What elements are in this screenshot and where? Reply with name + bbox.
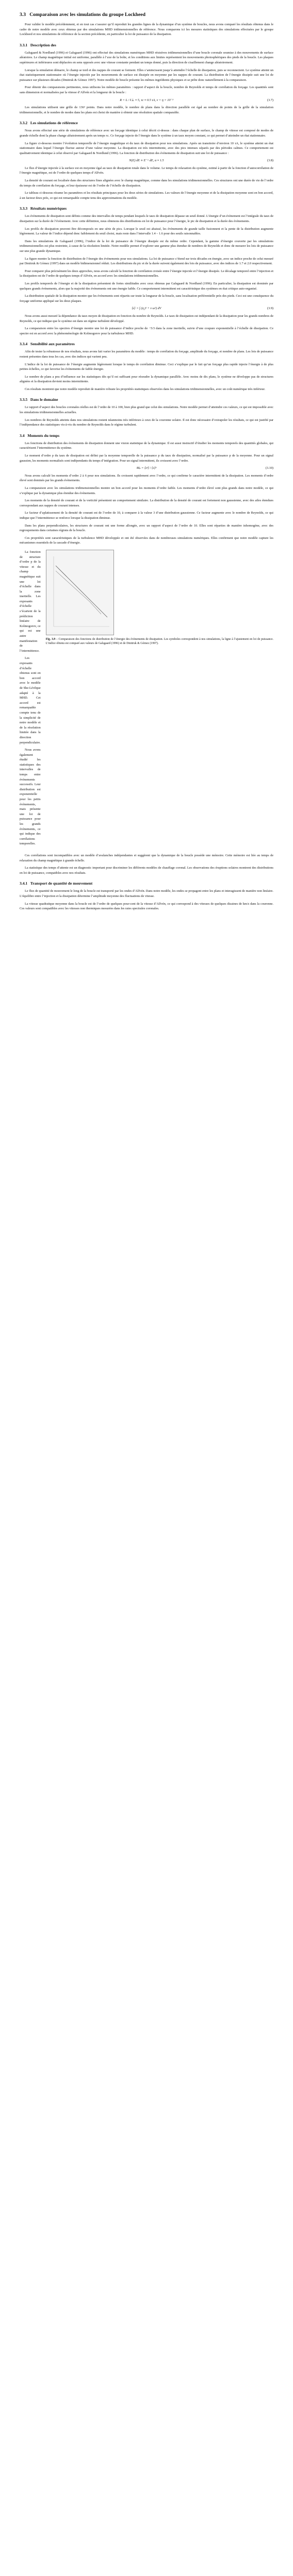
paragraph: Le nombre de plans a peu d’influence sur les statistiques dès qu’il est suffisant pour résoudre la dynamique parallèle. Avec moins de dix plans, le système ne développe pas de structures alignées et la dissipation devient moins intermittente. (20, 375, 273, 384)
subsection-number: 3.3.1 (20, 42, 28, 47)
figure-label: Fig. 3.9 (45, 637, 56, 641)
paragraph: Ces propriétés sont caractéristiques de la turbulence MHD développée et ont été observées dans de nombreuses simulations numériques. Elles confirment que notre modèle capture les mécanismes essentiels de la cascade d’énergie. (20, 536, 273, 545)
paragraph: Pour comparer plus précisément les deux approches, nous avons calculé la fonction de corrélation croisée entre l’énergie injectée et l’énergie dissipée. Le décalage temporel entre l’injection et la dissipation est de l’ordre de quelques temps d’Alfvén, en accord avec les simulations tridimensionnelles. (20, 269, 273, 278)
subsection-heading-7 (20, 880, 273, 886)
subsection-title: Résultats numériques (30, 206, 67, 211)
paragraph: La comparaison avec les simulations tridimensionnelles montre un bon accord pour les moments d’ordre faible. Les moments d’ordre élevé sont plus grands dans notre modèle, ce qui s’explique par la dynamique plus étendue des évènements. (20, 486, 273, 495)
subsection-title: Dans le domaine (30, 397, 58, 402)
equation (20, 98, 273, 103)
subsection-heading-3 (20, 206, 273, 211)
paragraph: La fonction de structure d’ordre p de la vitesse et du champ magnétique suit une loi d’échelle dans la zone inertielle. Les exposants d’échelle s’écartent de la prédiction linéaire de Kolmogorov, ce qui est une autre manifestation de l’intermittence. (20, 550, 41, 653)
paragraph: Les simulations utilisent une grille de 136³ points. Dans notre modèle, le nombre de plans dans la direction parallèle est égal au nombre de points de la grille de la simulation tridimensionnelle, et le nombre de modes dans les plans est choisi de manière à obtenir une résolution spatiale comparable. (20, 106, 273, 114)
equation (20, 466, 273, 471)
paragraph: Les nombres de Reynolds atteints dans nos simulations restent néanmoins très inférieurs à ceux de la couronne solaire. Il est donc nécessaire d’extrapoler les résultats, ce qui est justifié par l’indépendance des statistiques vis-à-vis du nombre de Reynolds dans le régime turbulent. (20, 418, 273, 427)
subsection-number: 3.4 (20, 433, 25, 438)
paragraph: Dans les simulations de Galsgaard (1996), l’indice de la loi de puissance de l’énergie dissipée est du même ordre. Cependant, la gamme d’énergie couverte par les simulations tridimensionnelles est plus restreinte, à cause de la résolution limitée. Notre modèle permet d’explorer une gamme plus étendue de nombres de Reynolds et donc de mesurer les lois de puissance sur une plus grande dynamique. (20, 239, 273, 253)
subsection-number: 3.3.2 (20, 121, 28, 126)
figure-image (46, 550, 114, 635)
paragraph: La vitesse quadratique moyenne dans la boucle est de l’ordre de quelques pour-cent de la vitesse d’Alfvén, ce qui correspond à des vitesses de quelques dizaines de km/s dans la couronne. Ces valeurs sont compatibles avec les vitesses non thermiques mesurées dans les raies spectrales coronales. (20, 902, 273, 911)
paragraph: La figure ci-dessous montre l’évolution temporelle de l’énergie magnétique et du taux de dissipation pour nos simulations. Après un transitoire d’environ 10 τA, le système atteint un état stationnaire dans lequel l’énergie fluctue autour d’une valeur moyenne. La dissipation est très intermittente, avec des pics intenses séparés par des périodes calmes. Ce comportement est qualitativement identique à celui observé par Galsgaard & Nordlund (1996). La fonction de distribution des évènements de dissipation suit une loi de puissance : (20, 141, 273, 155)
paragraph: Pour obtenir des comparaisons pertinentes, nous utilisons les mêmes paramètres : rapport d’aspect de la boucle, nombre de Reynolds et temps de corrélation du forçage. Les quantités sont sans dimension et normalisées par la vitesse d’Alfvén et la longueur de la boucle : (20, 86, 273, 94)
equation (20, 158, 273, 163)
section-title: Comparaison avec les simulations du groupe Lockheed (29, 12, 145, 18)
paragraph: Les évènements de dissipation sont définis comme des intervalles de temps pendant lesquels le taux de dissipation dépasse un seuil donné. L’énergie d’un évènement est l’intégrale du taux de dissipation sur la durée de l’évènement. Avec cette définition, nous obtenons des distributions en loi de puissance pour l’énergie, le pic de dissipation et la durée des évènements. (20, 214, 273, 224)
paragraph: Galsgaard & Nordlund (1996) et Galsgaard (1996) ont effectué des simulations numériques MHD résistives tridimensionnelles d’une boucle coronale soumise à des mouvements de surface aléatoires. Le champ magnétique initial est uniforme, parallèle à l’axe de la boîte, et les conditions aux limites représentent les mouvements photosphériques des pieds de la boucle. Les plaques supérieures et inférieures sont déplacées en sens opposés avec une vitesse constante pendant un temps donné, puis la direction de cisaillement change aléatoirement. (20, 50, 273, 64)
equation-number: (3.8) (267, 159, 273, 163)
subsection-number: 3.3.3 (20, 206, 28, 211)
paragraph: La densité de courant est localisée dans des structures fines alignées avec le champ magnétique, comme dans les simulations tridimensionnelles. Ces structures ont une durée de vie de l’ordre du temps de corrélation du forçage, et leur épaisseur est de l’ordre de l’échelle de dissipation. (20, 179, 273, 188)
figure-graphic (46, 550, 113, 633)
equation-body: R = L / ℓ⊥ ≈ 5, τc ≈ 0.5 τA, ν = η = 10⁻³ (120, 98, 173, 102)
subsection-number: 3.3.4 (20, 342, 28, 347)
subsection-heading-4 (20, 341, 273, 347)
subsection-number: 3.4.1 (20, 881, 28, 886)
figure-side-text (20, 550, 41, 849)
paragraph: Afin de tester la robustesse de nos résultats, nous avons fait varier les paramètres du modèle : temps de corrélation du forçage, amplitude du forçage, et nombre de plans. Les lois de puissance restent présentes dans tous les cas, avec des indices qui varient peu. (20, 350, 273, 359)
subsection-title: Transport de quantité de mouvement (30, 881, 93, 886)
paragraph: Les moments de la densité de courant et de la vorticité présentent un comportement similaire. La distribution de la densité de courant est fortement non gaussienne, avec des ailes étendues correspondant aux nappes de courant intenses. (20, 499, 273, 507)
paragraph: Le tableau ci-dessous résume les paramètres et les résultats principaux pour les deux séries de simulations. Les valeurs de l’énergie moyenne et de la dissipation moyenne sont en bon accord, à un facteur deux près, ce qui est remarquable compte tenu des approximations du modèle. (20, 191, 273, 200)
subsection-title: Les simulations de référence (30, 121, 78, 126)
paragraph: La comparaison entre les spectres d’énergie montre une loi de puissance d’indice proche de −5/3 dans la zone inertielle, suivie d’une coupure exponentielle à l’échelle de dissipation. Ce spectre est en accord avec la phénoménologie de Kolmogorov pour la turbulence MHD. (20, 327, 273, 335)
figure-background (46, 550, 113, 633)
equation-number: (3.7) (267, 98, 273, 102)
subsection-heading-1 (20, 42, 273, 48)
subsection-title: Sensibilité aux paramètres (30, 342, 75, 347)
figure-caption (46, 637, 273, 646)
paragraph: La figure montre la fonction de distribution de l’énergie des évènements pour nos simulations. La loi de puissance s’étend sur trois décades en énergie, avec un indice proche de celui mesuré par Dmitruk & Gómez (1997) dans un modèle bidimensionnel réduit. Les distributions du pic et de la durée suivent également des lois de puissance, avec des indices de 1.7 et 2.0 respectivement. (20, 257, 273, 266)
paragraph: Nous avons également étudié les statistiques des intervalles de temps entre évènements successifs. Leur distribution est exponentielle pour les petits évènements, mais présente une loi de puissance pour les grands évènements, ce qui indique des corrélations temporelles. (20, 748, 41, 846)
paragraph: Ces corrélations sont incompatibles avec un modèle d’avalanches indépendantes et suggèrent que la dynamique de la boucle possède une mémoire. Cette mémoire est liée au temps de relaxation du champ magnétique à grande échelle. (20, 853, 273, 862)
figure-caption-text: – Comparaison des fonctions de distribution de l’énergie des évènements de dissipation. Les symboles correspondent à nos simulations, la ligne à l’ajustement en loi de puissance. L’indice obtenu est comparé aux valeurs de Galsgaard (1996) et de Dmitruk & Gómez (1997). (45, 637, 274, 646)
subsection-heading-5 (20, 397, 273, 402)
section-number: 3.3 (20, 12, 26, 18)
equation-number: (3.9) (267, 307, 273, 311)
paragraph: Nous avons calculé les moments d’ordre 2 à 6 pour nos simulations. Ils croissent rapidement avec l’ordre, ce qui confirme le caractère intermittent de la dissipation. Les moments d’ordre élevé sont dominés par les grands évènements. (20, 473, 273, 483)
figure-block (20, 550, 273, 849)
subsection-title: Moments du temps (27, 433, 60, 438)
equation-body: ⟨ε⟩ = ∫ (η j² + ν ω²) dV (132, 307, 161, 311)
paragraph: Lorsque la simulation démarre, le champ se tord et des nappes de courant se forment. Elles s’amincissent jusqu’à atteindre l’échelle de dissipation, puis se reconnectent. Le système atteint un état statistiquement stationnaire où l’énergie injectée par les mouvements de surface est dissipée en moyenne par les nappes de courant. La distribution de l’énergie dissipée suit une loi de puissance sur plusieurs décades (Dmitruk & Gómez 1997). Notre modèle de boucle présente les mêmes ingrédients physiques et se prête donc naturellement à la comparaison. (20, 68, 273, 82)
subsection-heading-6 (20, 433, 273, 438)
paragraph: Nous avons aussi mesuré la dépendance du taux moyen de dissipation en fonction du nombre de Reynolds. Le taux de dissipation est indépendant de la dissipation pour les grands nombres de Reynolds, ce qui indique que le système est dans un régime turbulent développé. (20, 314, 273, 323)
figure (46, 550, 273, 646)
paragraph: Dans les plans perpendiculaires, les structures de courant ont une forme allongée, avec un rapport d’aspect de l’ordre de 10. Elles sont réparties de manière inhomogène, avec des regroupements dans certaines régions de la boucle. (20, 523, 273, 533)
subsection-heading-2 (20, 120, 273, 126)
paragraph: Les profils temporels de l’énergie et de la dissipation présentent de fortes similitudes avec ceux obtenus par Galsgaard & Nordlund (1996). En particulier, la dissipation est dominée par quelques grands évènements, alors que la majorité des évènements ont une énergie faible. Ce comportement intermittent est caractéristique des systèmes en état critique auto-organisé. (20, 281, 273, 291)
paragraph-intro: Pour valider le modèle précédemment, et en tout cas s’assurer qu’il reproduit les grandes lignes de la dynamique d’un système de boucles, nous avons comparé les résultats obtenus dans le cadre de notre modèle avec ceux obtenus par des simulations MHD tridimensionnelles de référence. Nous comparons ici les mesures statistiques des simulations effectuées par le groupe Lockheed et nos simulations de référence de la section précédente, en particulier la loi de puissance de la dissipation. (20, 23, 273, 37)
paragraph: Le rapport d’aspect des boucles coronales réelles est de l’ordre de 10 à 100, bien plus grand que celui des simulations. Notre modèle permet d’atteindre ces valeurs, ce qui est impossible avec les simulations tridimensionnelles actuelles. (20, 405, 273, 415)
paragraph: Le moment d’ordre p du taux de dissipation est défini par la moyenne temporelle de la puissance p du taux de dissipation, normalisé par la puissance p de la moyenne. Pour un signal gaussien, les moments normalisés sont indépendants du temps d’intégration. Pour un signal intermittent, ils croissent avec l’ordre. (20, 454, 273, 463)
equation (20, 306, 273, 311)
paragraph: L’indice de la loi de puissance de l’énergie augmente légèrement lorsque le temps de corrélation diminue. Ceci s’explique par le fait qu’un forçage plus rapide injecte l’énergie à de plus petites échelles, ce qui favorise les évènements de faible énergie. (20, 362, 273, 371)
equation-number: (3.10) (265, 466, 273, 470)
paragraph: Le flux d’énergie injectée à la surface est en moyenne égal au taux de dissipation totale dans le volume. Le temps de relaxation du système, estimé à partir de la fonction d’autocorrélation de l’énergie magnétique, est de l’ordre de quelques temps d’Alfvén. (20, 166, 273, 175)
equation-body: N(E) dE ∝ E⁻ᵅ dE, α ≈ 1.5 (129, 159, 164, 163)
section-heading (20, 11, 273, 18)
subsection-title: Description des (30, 42, 56, 47)
subsection-number: 3.3.5 (20, 397, 28, 402)
paragraph: Les profils de dissipation peuvent être décomposés en une série de pics. Lorsque le seuil est abaissé, les évènements de grande taille fusionnent et la pente de la distribution augmente légèrement. La valeur de l’indice dépend donc faiblement du seuil choisi, mais reste dans l’intervalle 1.4 – 1.6 pour des seuils raisonnables. (20, 227, 273, 236)
paragraph: Les fonctions de distribution des évènements de dissipation donnent une vision statistique de la dynamique. Il est aussi instructif d’étudier les moments temporels des quantités globales, qui caractérisent l’intermittence du système. (20, 441, 273, 450)
paragraph: Les exposants d’échelle obtenus sont en bon accord avec le modèle de She-Lévêque adapté à la MHD. Cet accord est remarquable compte tenu de la simplicité de notre modèle et de la résolution limitée dans la direction perpendiculaire. (20, 656, 41, 744)
paragraph: Le facteur d’aplatissement de la densité de courant est de l’ordre de 10, à comparer à la valeur 3 d’une distribution gaussienne. Ce facteur augmente avec le nombre de Reynolds, ce qui indique que l’intermittence se renforce lorsque la dissipation diminue. (20, 511, 273, 520)
paragraph: Nous avons effectué une série de simulations de référence avec un forçage identique à celui décrit ci-dessus : dans chaque plan de surface, le champ de vitesse est composé de modes de grande échelle dont la phase change aléatoirement après un temps τc. Ce forçage injecte de l’énergie dans le système à un taux moyen constant, ce qui permet d’atteindre un état stationnaire. (20, 129, 273, 138)
paragraph: Le flux de quantité de mouvement le long de la boucle est transporté par les ondes d’Alfvén. Dans notre modèle, les ondes se propagent entre les plans et interagissent de manière non linéaire. L’équilibre entre l’injection et la dissipation détermine l’amplitude moyenne des fluctuations de vitesse. (20, 889, 273, 898)
paragraph: Ces résultats montrent que notre modèle reproduit de manière robuste les propriétés statistiques observées dans les simulations tridimensionnelles, avec un coût numérique très inférieur. (25, 387, 266, 391)
equation-body: Mₚ = ⟨εᵖ⟩ / ⟨ε⟩ᵖ (136, 466, 157, 470)
paragraph: La distribution spatiale de la dissipation montre que les évènements sont répartis sur toute la longueur de la boucle, sans localisation préférentielle près des pieds. Ceci est une conséquence du forçage uniforme appliqué sur les deux plaques. (20, 294, 273, 303)
paragraph: La statistique des temps d’attente est un diagnostic important pour discriminer les différents modèles de chauffage coronal. Les observations des éruptions solaires montrent des distributions en loi de puissance, compatibles avec nos résultats. (20, 866, 273, 875)
